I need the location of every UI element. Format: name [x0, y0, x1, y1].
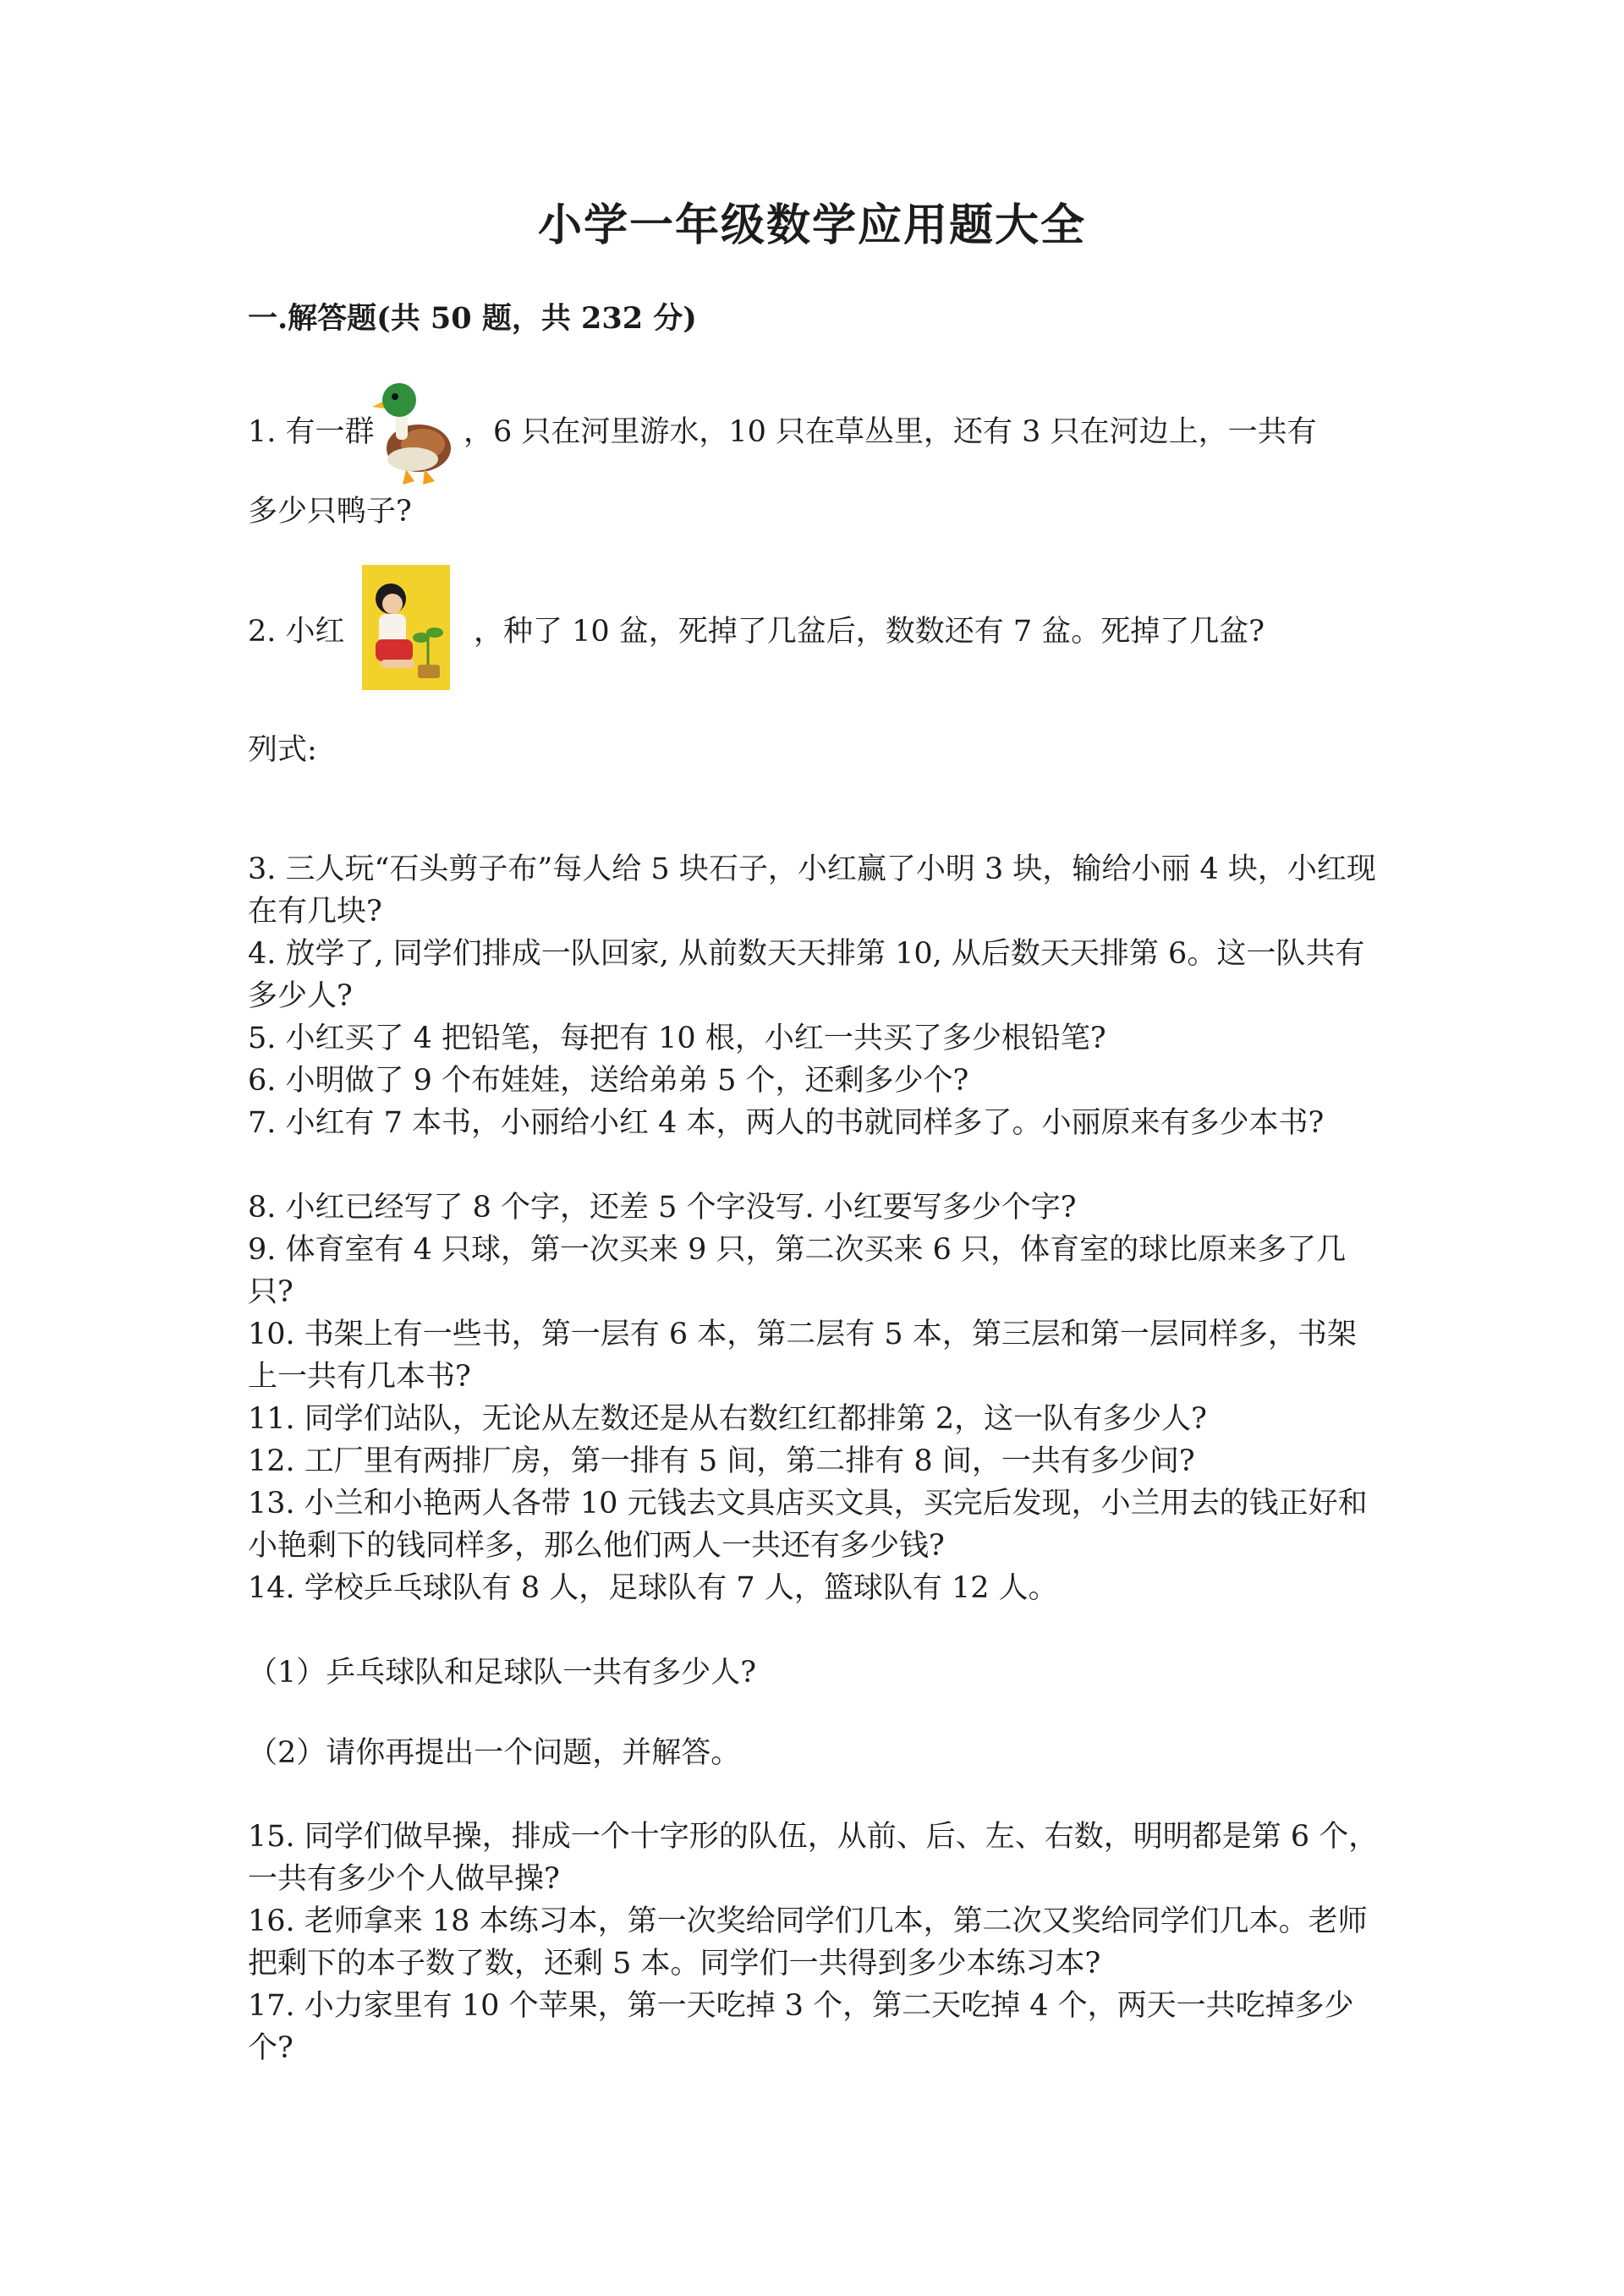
question-1-suffix: ，6 只在河里游水，10 只在草丛里，还有 3 只在河边上，一共有 [464, 415, 1317, 449]
question-12: 12. 工厂里有两排厂房，第一排有 5 间，第二排有 8 间，一共有多少间? [248, 1444, 1195, 1478]
question-17: 17. 小力家里有 10 个苹果，第一天吃掉 3 个，第二天吃掉 4 个，两天一共吃掉多少个? [248, 1989, 1354, 2065]
question-7: 7. 小红有 7 本书，小丽给小红 4 本，两人的书就同样多了。小丽原来有多少本书? [248, 1106, 1325, 1140]
question-1-prefix: 1. 有一群 [248, 415, 375, 449]
question-14: 14. 学校乒乓球队有 8 人，足球队有 7 人，篮球队有 12 人。 [248, 1571, 1058, 1605]
duck-image [372, 376, 457, 486]
question-14-part-1: （1）乒乓球队和足球队一共有多少人? [248, 1656, 757, 1690]
question-6: 6. 小明做了 9 个布娃娃，送给弟弟 5 个，还剩多少个? [248, 1064, 969, 1098]
question-9: 9. 体育室有 4 只球，第一次买来 9 只，第二次买来 6 只，体育室的球比原来多了几只? [248, 1233, 1347, 1309]
question-1-line2: 多少只鸭子? [248, 495, 412, 529]
answer-label: 列式: [248, 733, 317, 767]
question-2-prefix: 2. 小红 [248, 615, 345, 649]
question-11: 11. 同学们站队，无论从左数还是从右数红红都排第 2，这一队有多少人? [248, 1402, 1207, 1436]
question-5: 5. 小红买了 4 把铅笔，每把有 10 根，小红一共买了多少根铅笔? [248, 1022, 1106, 1055]
question-14-part-2: （2）请你再提出一个问题，并解答。 [248, 1736, 741, 1770]
question-8: 8. 小红已经写了 8 个字，还差 5 个字没写. 小红要写多少个字? [248, 1191, 1077, 1225]
question-4: 4. 放学了, 同学们排成一队回家, 从前数天天排第 10, 从后数天天排第 6。这一队共有多少人? [248, 937, 1365, 1013]
section-heading: 一.解答题(共 50 题，共 232 分) [248, 301, 697, 336]
question-16: 16. 老师拿来 18 本练习本，第一次奖给同学们几本，第二次又奖给同学们几本。老师把剩下的本子数了数，还剩 5 本。同学们一共得到多少本练习本? [248, 1904, 1368, 1981]
question-1-line1 [248, 411, 375, 453]
question-3: 3. 三人玩“石头剪子布”每人给 5 块石子，小红赢了小明 3 块，输给小丽 4 块，小红现在有几块? [248, 852, 1376, 929]
question-2-suffix: ，种了 10 盆，死掉了几盆后，数数还有 7 盆。死掉了几盆? [474, 615, 1265, 649]
question-13: 13. 小兰和小艳两人各带 10 元钱去文具店买文具，买完后发现，小兰用去的钱正好和小艳剩下的钱同样多，那么他们两人一共还有多少钱? [248, 1487, 1368, 1563]
question-15: 15. 同学们做早操，排成一个十字形的队伍，从前、后、左、右数，明明都是第 6 个，一共有多少个人做早操? [248, 1820, 1379, 1896]
girl-planting-image [362, 565, 450, 690]
page-title: 小学一年级数学应用题大全 [537, 200, 1086, 251]
question-10: 10. 书架上有一些书，第一层有 6 本，第二层有 5 本，第三层和第一层同样多，书架上一共有几本书? [248, 1318, 1357, 1394]
